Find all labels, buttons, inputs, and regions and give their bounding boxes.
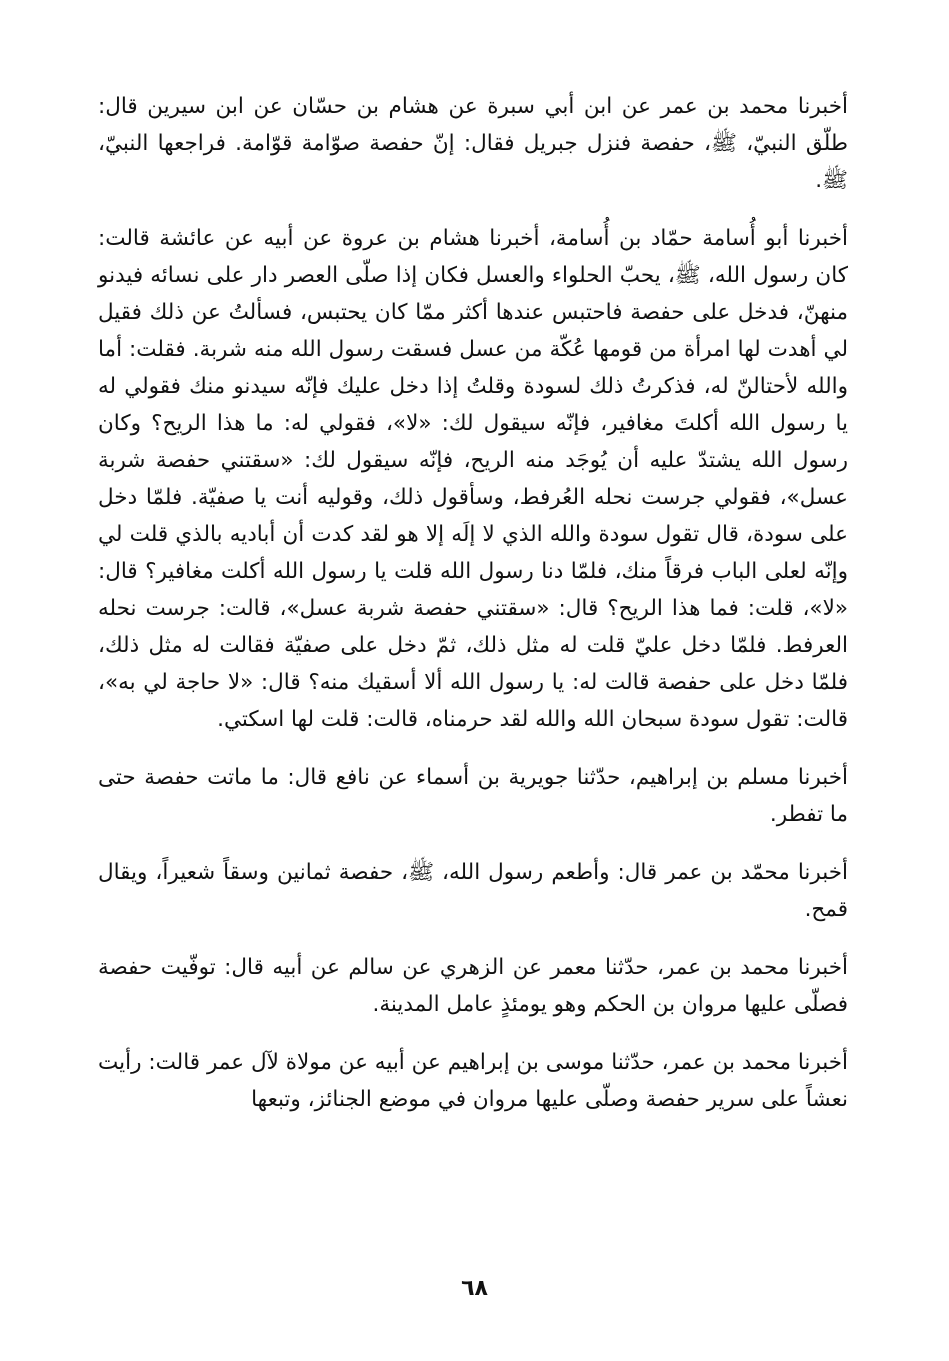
paragraph-3: أخبرنا مسلم بن إبراهيم، حدّثنا جويرية بن أسماء عن نافع قال: ما ماتت حفصة حتى ما تفطر.: [98, 765, 848, 827]
paragraph-6: أخبرنا محمد بن عمر، حدّثنا موسى بن إبراهيم عن أبيه عن مولاة لآل عمر قالت: رأيت نعشاً على سرير حفصة وصلّى عليها مروان في موضع الجنائز، وتبعها: [98, 1050, 848, 1112]
paragraph-5: أخبرنا محمد بن عمر، حدّثنا معمر عن الزهري عن سالم عن أبيه قال: توفّيت حفصة فصلّى عليها مروان بن الحكم وهو يومئذٍ عامل المدينة.: [98, 955, 848, 1017]
page-number: ٦٨: [461, 1276, 488, 1301]
paragraph-2: أخبرنا أبو أُسامة حمّاد بن أُسامة، أخبرنا هشام بن عروة عن أبيه عن عائشة قالت: كان رسول الله، ﷺ، يحبّ الحلواء والعسل فكان إذا صلّى العصر دار على نسائه فيدنو منهنّ، فدخل على حفصة فاحتبس عندها أكثر ممّا كان يحتبس، فسألتُ عن ذلك فقيل لي أهدت لها امرأة من قومها عُكّة من عسل فسقت رسول الله منه شربة. فقلت: أما والله لأحتالنّ له، فذكرتُ ذلك لسودة وقلتُ إذا دخل عليك فإنّه سيدنو منك فقولي له يا رسول الله أكلتَ مغافير، فإنّه سيقول لك: «لا»، فقولي له: ما هذا الريح؟ وكان رسول الله يشتدّ عليه أن يُوجَد منه الريح، فإنّه سيقول لك: «سقتني حفصة شربة عسل»، فقولي جرست نحله العُرفط، وسأقول ذلك، وقوليه أنت يا صفيّة. فلمّا دخل على سودة، قال تقول سودة والله الذي لا إلَه إلا هو لقد كدت أن أباديه بالذي قلت لي وإنّه لعلى الباب فرقاً منك، فلمّا دنا رسول الله قلت يا رسول الله أكلت مغافير؟ قال: «لا»، قلت: فما هذا الريح؟ قال: «سقتني حفصة شربة عسل»، قالت: جرست نحله العرفط. فلمّا دخل عليّ قلت له مثل ذلك، ثمّ دخل على صفيّة فقالت له مثل ذلك، فلمّا دخل على حفصة قالت له: يا رسول الله ألا أسقيك منه؟ قال: «لا حاجة لي به»، قالت: تقول سودة سبحان الله والله لقد حرمناه، قالت: قلت لها اسكتي.: [98, 226, 848, 732]
paragraph-1: أخبرنا محمد بن عمر عن ابن أبي سبرة عن هشام بن حسّان عن ابن سيرين قال: طلّق النبيّ، ﷺ، حفصة فنزل جبريل فقال: إنّ حفصة صوّامة قوّامة. فراجعها النبيّ، ﷺ.: [98, 94, 848, 193]
paragraph-4: أخبرنا محمّد بن عمر قال: وأطعم رسول الله، ﷺ، حفصة ثمانين وسقاً شعيراً، ويقال قمح.: [98, 860, 848, 922]
page-body: [98, 88, 848, 1278]
